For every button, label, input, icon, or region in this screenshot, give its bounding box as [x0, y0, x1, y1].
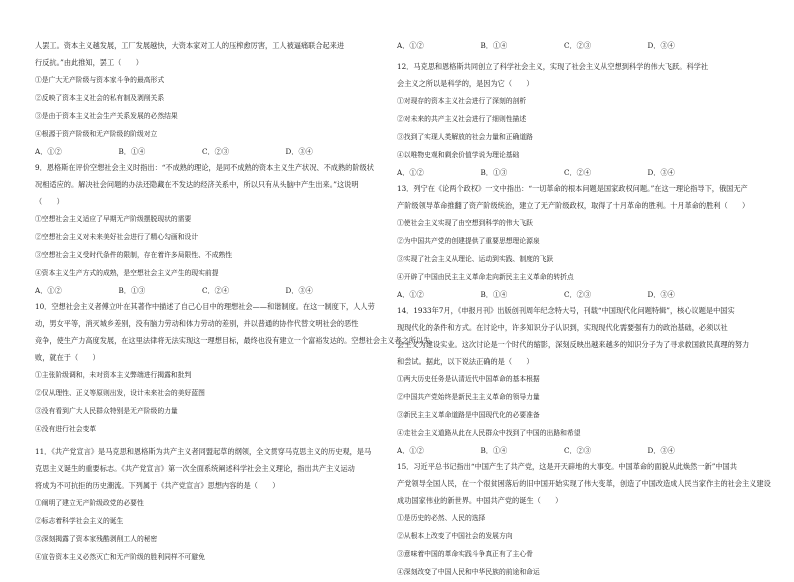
option-4: ④以唯物史观和剩余价值学说为理论基础 [397, 151, 520, 160]
question-12 [397, 59, 731, 181]
choice-d: D．③④ [647, 445, 675, 455]
option-3: ③是由于资本主义社会生产关系发展的必然结果 [35, 112, 178, 121]
choice-c: C．②④ [202, 285, 230, 295]
answer-choices [35, 144, 369, 160]
choice-b: B．①④ [480, 445, 508, 455]
option-2: ②中国共产党始终是新民主主义革命的领导力量 [397, 393, 540, 402]
choice-a: A．①② [397, 40, 424, 50]
option-2: ②为中国共产党的创建提供了重要思想理论源泉 [397, 237, 540, 246]
question-text-line: 将成为不可抗拒的历史潮流。下列属于《共产党宣言》思想内容的是（ ） [35, 481, 280, 491]
choice-b: B．①④ [480, 40, 508, 50]
answer-choices [397, 287, 731, 303]
option-3: ③找到了实现人类解放的社会力量和正确道路 [397, 133, 533, 142]
choice-c: C．②③ [202, 146, 230, 156]
option-1: ①对现存的资本主义社会进行了深刻的剖析 [397, 97, 527, 106]
choice-d: D．③④ [647, 289, 675, 299]
question-text-line: 10．空想社会主义者傅立叶在其著作中描述了自己心目中的理想社会——和谐制度。在这一制度下，人人劳 [35, 302, 375, 312]
choice-c: C．②③ [564, 289, 592, 299]
option-2: ②反映了资本主义社会的私有制及剥削关系 [35, 94, 165, 103]
option-4: ④资本主义生产方式的成熟，是空想社会主义产生的现实前提 [35, 269, 219, 278]
question-text-line: 14．1933年7月，《申报月刊》出版创刊周年纪念特大号，刊载“中国现代化问题特辑”，核心议题是中国实 [397, 306, 735, 316]
option-1: ①两大历史任务是认清近代中国革命的基本根据 [397, 375, 540, 384]
question-text-line: 15．习近平总书记指出“中国产生了共产党，这是开天辟地的大事变。中国革命的面貌从此焕然一新”中国共 [397, 462, 737, 472]
choice-a: A．①② [35, 146, 62, 156]
option-1: ①空想社会主义适应了早期无产阶级摆脱现状的需要 [35, 215, 192, 224]
choice-b: B．①④ [480, 289, 508, 299]
right-column [397, 38, 771, 582]
question-text-line: 9．恩格斯在评价空想社会主义时指出：“不成熟的理论，是同不成熟的资本主义生产状况、不成熟的阶级状 [35, 163, 374, 173]
question-text-line: 13．列宁在《论两个政权》一文中指出：“一切革命的根本问题是国家政权问题。”在这一理论指导下，俄国无产 [397, 184, 748, 194]
option-2: ②对未来的共产主义社会进行了细则性描述 [397, 115, 527, 124]
question-9 [35, 160, 374, 299]
question-text-line: 成功国家伟业的新世界。中国共产党的诞生（ ） [397, 496, 563, 506]
question-text-line: 况相适应的。解决社会问题的办法还隐藏在不发达的经济关系中，所以只有从头脑中产生出来。”这说明 [35, 180, 359, 190]
option-1: ①是广大无产阶级与资本家斗争的最高形式 [35, 76, 165, 85]
question-text-line: 竞争，使生产力高度发展，在这里法律将无法实现这一理想目标，最终也没有建立一个富裕发达的。空想社会主义者之所以失 [35, 336, 431, 346]
question-14 [397, 303, 750, 459]
question-15 [397, 459, 771, 582]
option-3: ③意味着中国的革命实践斗争真正有了主心骨 [397, 550, 533, 559]
option-2: ②从根本上改变了中国社会的发展方向 [397, 532, 513, 541]
option-3: ③空想社会主义受时代条件的限制，存在着许多局限性、不成熟性 [35, 251, 233, 260]
question-11 [35, 444, 372, 567]
choice-a: A．①② [35, 285, 62, 295]
option-2: ②标志着科学社会主义的诞生 [35, 517, 124, 526]
question-text-line: 败，就在于（ ） [35, 353, 100, 363]
choice-a: A．①② [397, 445, 424, 455]
option-4: ④深刻改变了中国人民和中华民族的前途和命运 [397, 568, 540, 577]
answer-choices-q11 [397, 38, 731, 54]
question-13 [397, 181, 750, 303]
choice-c: C．②④ [564, 167, 592, 177]
question-text-line: 人罢工。资本主义越发展，工厂发展越快，大资本家对工人的压榨愈厉害，工人被逼痛联合起来进 [35, 41, 345, 51]
option-4: ④没有进行社会变革 [35, 425, 97, 434]
answer-choices [397, 443, 731, 459]
choice-b: B．①③ [480, 167, 508, 177]
choice-a: A．①② [397, 167, 424, 177]
question-text-line: 克思主义诞生的重要标志。《共产党宣言》第一次全面系统阐述科学社会主义理论，指出共产主义运动 [35, 464, 355, 474]
choice-d: D．③④ [647, 40, 675, 50]
option-4: ④开辟了中国由民主主义革命走向新民主主义革命的转折点 [397, 273, 574, 282]
choice-d: D．③④ [285, 285, 313, 295]
question-text-line: 会主义之所以是科学的，是因为它（ ） [397, 79, 534, 89]
choice-c: C．②③ [564, 40, 592, 50]
option-1: ①使社会主义实现了由空想到科学的伟大飞跃 [397, 219, 533, 228]
question-text-line: 动，男女平等，消灭城乡差别，没有脑力劳动和体力劳动的差别，并以普通的协作代替文明社会的恶性 [35, 319, 359, 329]
question-text-line: 现现代化的条件和方式。在讨论中，许多知识分子认识到，实现现代化需要强有力的政治基础，必须以社 [397, 323, 728, 333]
choice-d: D．③④ [285, 146, 313, 156]
question-text-line: 产党领导全国人民，在一个很贫困落后的旧中国开始实现了伟大变革，创造了中国改造成人民当家作主的社会主义建设 [397, 479, 771, 489]
choice-a: A．①② [397, 289, 424, 299]
option-4: ④走社会主义道路从此在人民群众中找到了中国的出路和希望 [397, 429, 581, 438]
question-text-line: 11．《共产党宣言》是马克思和恩格斯为共产主义者同盟起草的纲领，全文贯穿马克思主义的历史观，是马 [35, 447, 372, 457]
option-3: ③实现了社会主义从理论、运动到实践、制度的飞跃 [397, 255, 554, 264]
option-3: ③深刻揭露了资本家残酷剥削工人的秘密 [35, 535, 158, 544]
question-text-line: 行反抗。”由此推知，罢工（ ） [35, 58, 143, 68]
question-8-continued [35, 38, 369, 160]
option-4: ④根源于资产阶级和无产阶级的阶级对立 [35, 130, 158, 139]
question-text-line: （ ） [35, 197, 64, 207]
option-2: ②空想社会主义对未来美好社会进行了精心勾画和设计 [35, 233, 199, 242]
option-1: ①是历史的必然、人民的选择 [397, 514, 486, 523]
left-column [35, 38, 431, 567]
question-text-line: 产阶级领导革命推翻了资产阶级统治，建立了无产阶级政权，取得了十月革命的胜利。十月革命的胜利（ ） [397, 201, 750, 211]
option-1: ①主张阶级调和，未对资本主义弊端进行揭露和批判 [35, 371, 192, 380]
option-1: ①阐明了建立无产阶级政党的必要性 [35, 499, 144, 508]
choice-d: D．③④ [647, 167, 675, 177]
choice-b: B．①④ [118, 146, 146, 156]
question-text-line: 和尝试。据此，以下说法正确的是（ ） [397, 357, 534, 367]
option-4: ④宣告资本主义必然灭亡和无产阶级的胜利同样不可避免 [35, 553, 205, 562]
option-3: ③新民主主义革命道路是中国现代化的必要准备 [397, 411, 540, 420]
question-text-line: 会主义为建设实业。这次讨论是一个时代的缩影，深刻反映出越来越多的知识分子为了寻求救国救民真理的努力 [397, 340, 750, 350]
choice-c: C．②③ [564, 445, 592, 455]
question-10 [35, 299, 431, 439]
answer-choices [397, 165, 731, 181]
choice-b: B．①③ [118, 285, 146, 295]
answer-choices [35, 283, 369, 299]
option-3: ③没有看到广大人民群众特别是无产阶级的力量 [35, 407, 178, 416]
option-2: ②仅从理性、正义等原则出发，设计未来社会的美好蓝图 [35, 389, 205, 398]
question-text-line: 12．马克思和恩格斯共同创立了科学社会主义，实现了社会主义从空想到科学的伟大飞跃。科学社 [397, 62, 709, 72]
